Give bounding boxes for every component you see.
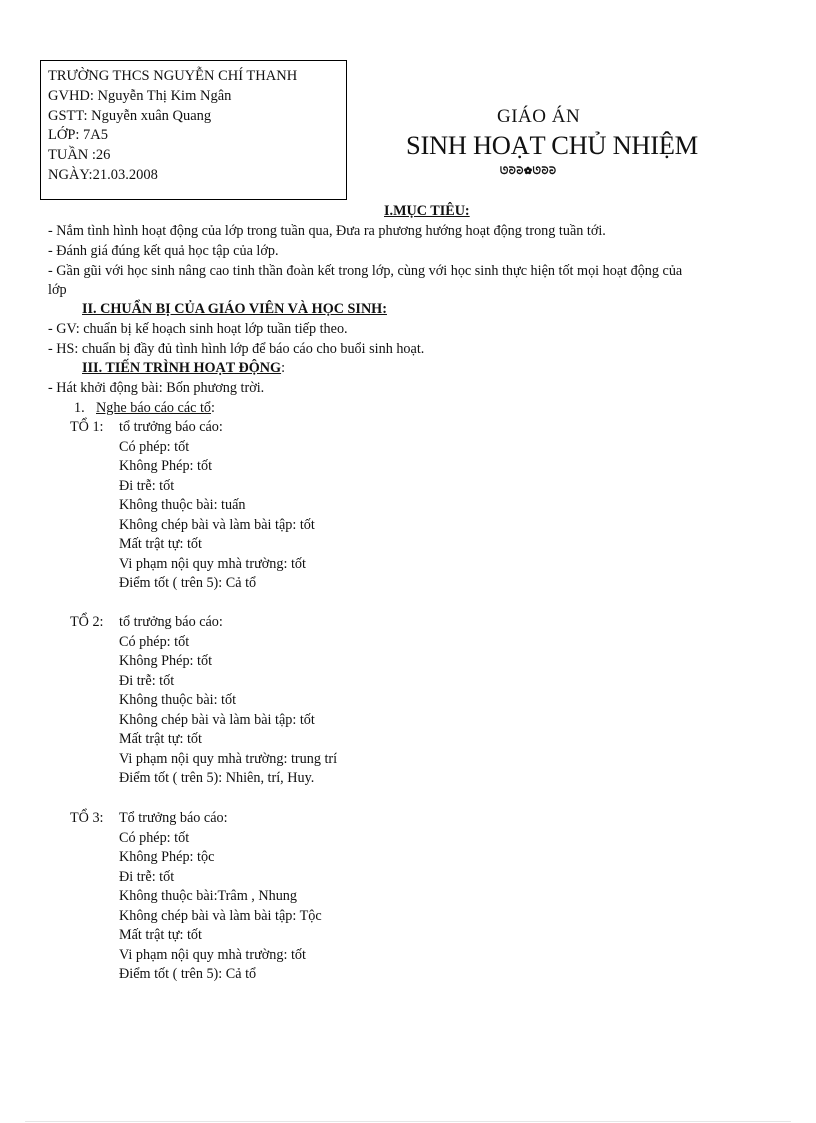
step-suffix: : [211,400,215,416]
section2-item: - GV: chuẩn bị kế hoạch sinh hoạt lớp tuần tiếp theo. [48,321,348,337]
group-line: Mất trật tự: tốt [119,731,202,747]
section1-item: lớp [48,282,67,298]
group-line: Đi trễ: tốt [119,478,175,494]
group-line: Vi phạm nội quy mhà trường: trung trí [119,751,338,767]
section2-heading: II. CHUẨN BỊ CỦA GIÁO VIÊN VÀ HỌC SINH: [82,301,387,317]
group-line: Không thuộc bài: tuấn [119,497,246,513]
group-line: Mất trật tự: tốt [119,927,202,943]
group-line: Không Phép: tốt [119,458,213,474]
group-label: TỔ 1: [70,419,104,435]
group-report: Tổ trưởng báo cáo: [119,810,228,826]
school-name: TRƯỜNG THCS NGUYỄN CHÍ THANH [48,68,298,84]
section3-heading-suffix: : [281,360,286,376]
page-bottom-rule [25,1121,791,1122]
group-line: Đi trễ: tốt [119,869,175,885]
section1-item: - Gần gũi với học sinh nâng cao tinh thần đoàn kết trong lớp, cùng với học sinh thực hiện tốt mọi hoạt động của [48,263,683,279]
section1-heading: I.MỤC TIÊU: [384,203,470,219]
step-label: Nghe báo cáo các tổ [96,400,212,416]
group-label: TỔ 3: [70,810,104,826]
step-label-line [96,400,215,417]
group-line: Không thuộc bài: tốt [119,692,237,708]
section1-item: - Nắm tình hình hoạt động của lớp trong tuần qua, Đưa ra phương hướng hoạt động trong tuần tới. [48,223,606,239]
doc-title: GIÁO ÁN [497,106,581,127]
section3-heading: III. TIẾN TRÌNH HOẠT ĐỘNG [82,360,282,376]
group-line: Không Phép: tốt [119,653,213,669]
group-line: Có phép: tốt [119,439,190,455]
week-number: TUẦN :26 [48,147,111,164]
group-line: Không thuộc bài:Trâm , Nhung [119,888,297,904]
ornament-divider: ᘎᘐᘒ✿ᘎᘐᘒ [500,166,557,177]
section1-item: - Đánh giá đúng kết quả học tập của lớp. [48,243,279,259]
group-line: Có phép: tốt [119,830,190,846]
group-line: Đi trễ: tốt [119,673,175,689]
step-number: 1. [74,400,85,416]
group-report: tổ trưởng báo cáo: [119,614,223,630]
group-report: tổ trưởng báo cáo: [119,419,223,435]
group-line: Mất trật tự: tốt [119,536,202,552]
group-line: Điểm tốt ( trên 5): Cả tổ [119,575,257,591]
lesson-date: NGÀY:21.03.2008 [48,166,158,183]
group-line: Điểm tốt ( trên 5): Nhiên, trí, Huy. [119,770,315,786]
class-name: LỚP: 7A5 [48,127,109,144]
student-teacher: GSTT: Nguyễn xuân Quang [48,107,212,124]
doc-subtitle: SINH HOẠT CHỦ NHIỆM [406,130,698,160]
group-line: Không chép bài và làm bài tập: Tộc [119,908,322,924]
header-info-box [40,60,347,200]
group-line: Vi phạm nội quy mhà trường: tốt [119,556,306,572]
group-line: Điểm tốt ( trên 5): Cả tổ [119,966,257,982]
group-line: Không Phép: tộc [119,849,215,865]
section3-heading-line [82,360,285,377]
group-line: Vi phạm nội quy mhà trường: tốt [119,947,306,963]
group-line: Không chép bài và làm bài tập: tốt [119,712,315,728]
group-line: Có phép: tốt [119,634,190,650]
group-label: TỔ 2: [70,614,104,630]
section2-item: - HS: chuẩn bị đầy đủ tình hình lớp để báo cáo cho buổi sinh hoạt. [48,341,425,357]
teacher-guide: GVHD: Nguyễn Thị Kim Ngân [48,87,232,104]
group-line: Không chép bài và làm bài tập: tốt [119,517,315,533]
section3-intro: - Hát khởi động bài: Bốn phương trời. [48,380,265,396]
